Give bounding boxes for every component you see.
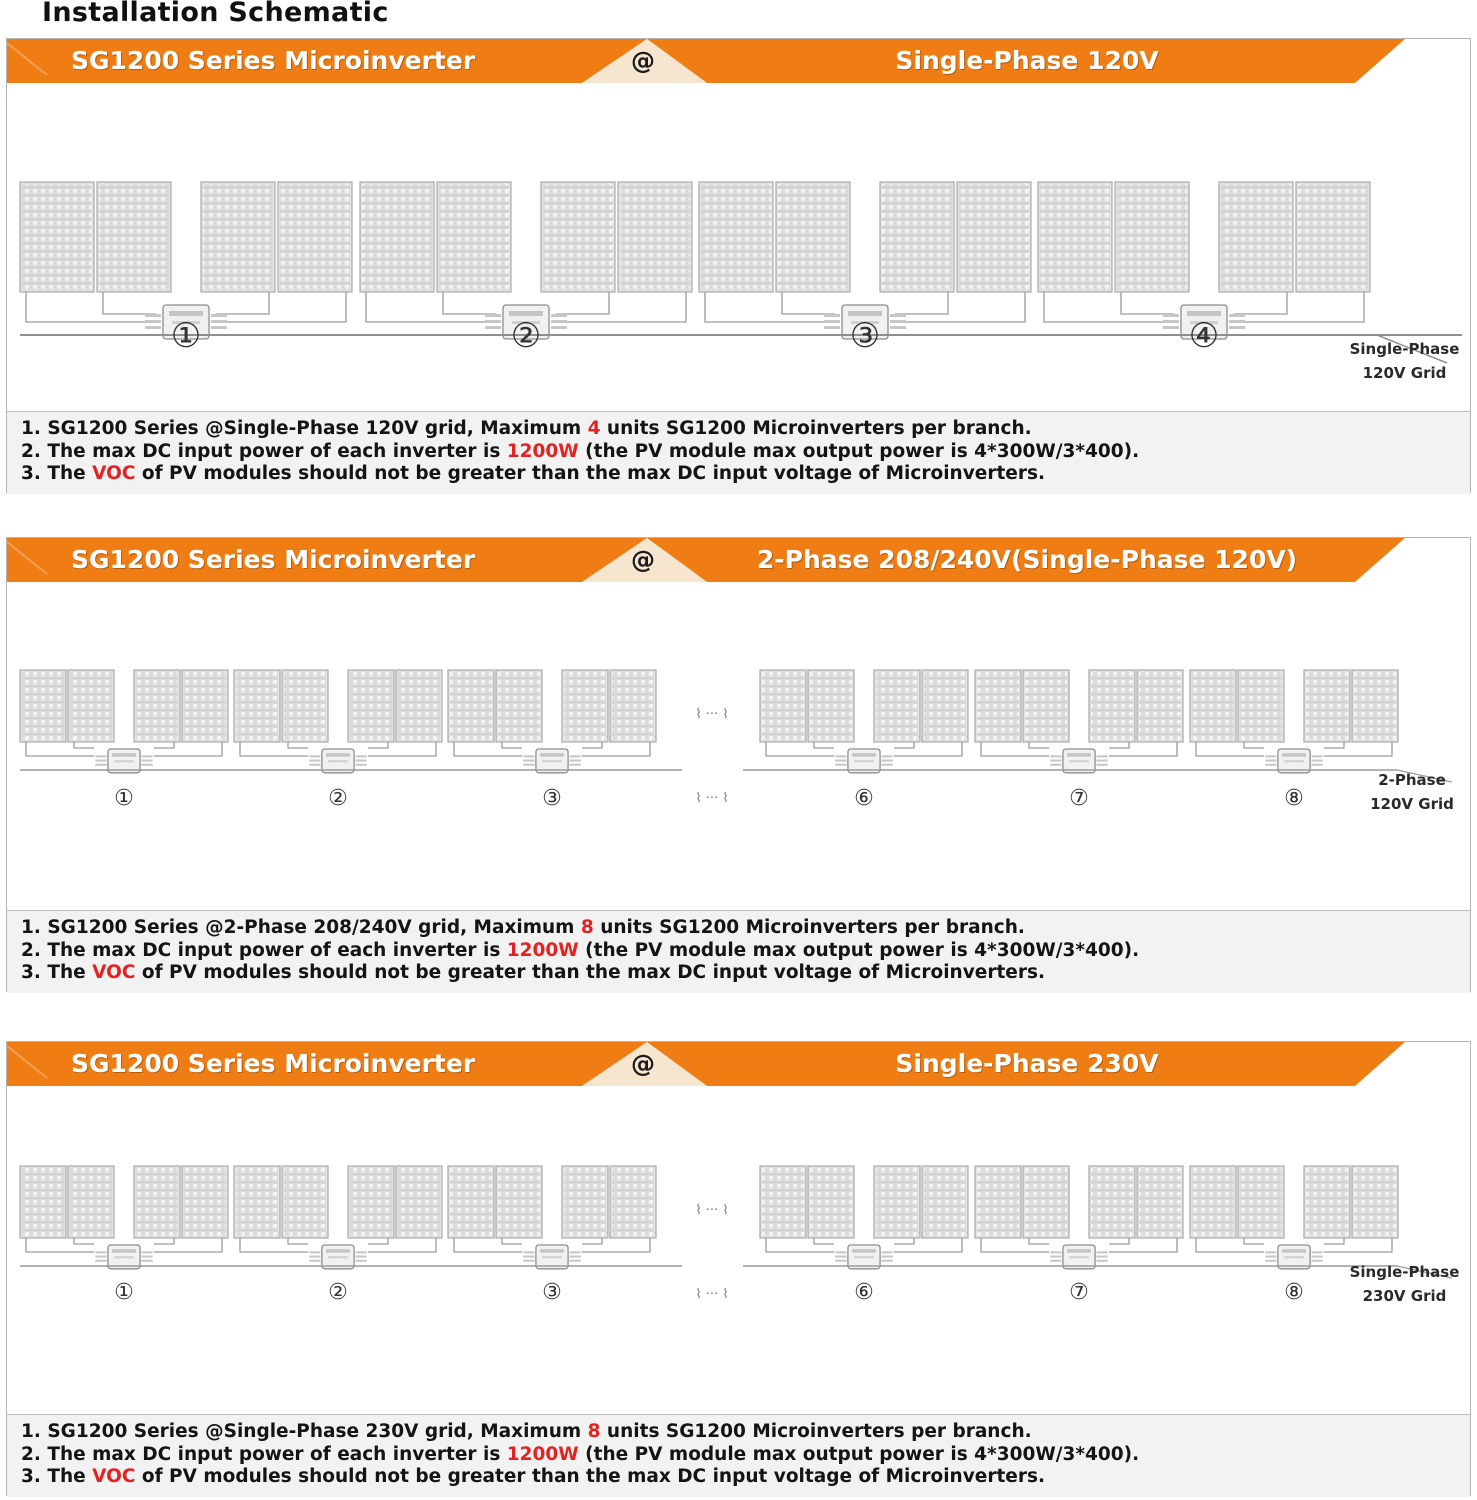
solar-panel (20, 1166, 66, 1238)
solar-panel (562, 670, 608, 742)
solar-panel (760, 670, 806, 742)
solar-panel (1089, 670, 1135, 742)
solar-panel (182, 670, 228, 742)
note-max-units: 1. SG1200 Series @Single-Phase 120V grid, Maximum 4 units SG1200 Microinverters per branch. (21, 418, 1032, 439)
solar-panel (396, 670, 442, 742)
installation-notes (7, 910, 1470, 993)
solar-panel (1023, 1166, 1069, 1238)
installation-notes (7, 1414, 1470, 1497)
solar-panel (360, 182, 434, 292)
solar-panel (1296, 182, 1370, 292)
solar-panel (1238, 1166, 1284, 1238)
solar-panel (975, 1166, 1021, 1238)
solar-panel (922, 670, 968, 742)
note-voc: 3. The VOC of PV modules should not be greater than the max DC input voltage of Microinverters. (21, 962, 1045, 983)
unit-number-label: ① (114, 786, 134, 811)
unit-number-label: ⑦ (1069, 786, 1089, 811)
microinverter-unit (975, 1166, 1183, 1269)
solar-panel (562, 1166, 608, 1238)
schematic-single-phase-230v (6, 1041, 1471, 1496)
solar-panel (610, 1166, 656, 1238)
solar-panel (1190, 670, 1236, 742)
unit-number-label: ⑥ (854, 786, 874, 811)
grid-connection-label: Single-Phase 230V Grid (1349, 1263, 1460, 1305)
continuation-marker: ⌇ ··· ⌇ (695, 791, 729, 806)
solar-panel (448, 670, 494, 742)
unit-number-label: ⑦ (1069, 1280, 1089, 1305)
microinverter-unit (234, 1166, 442, 1269)
solar-panel (348, 670, 394, 742)
continuation-marker: ⌇ ··· ⌇ (695, 1287, 729, 1302)
solar-panel (874, 1166, 920, 1238)
unit-number-label: ⑧ (1284, 786, 1304, 811)
solar-panel (610, 670, 656, 742)
solar-panel (20, 670, 66, 742)
unit-number-label: ① (114, 1280, 134, 1305)
solar-panel (448, 1166, 494, 1238)
solar-panel (618, 182, 692, 292)
solar-panel (1089, 1166, 1135, 1238)
banner-grid-type: Single-Phase 120V (895, 46, 1159, 75)
unit-number-label: ② (328, 1280, 348, 1305)
solar-panel (776, 182, 850, 292)
schematic-2-phase-208-240v (6, 537, 1471, 992)
solar-panel (134, 1166, 180, 1238)
solar-panel (760, 1166, 806, 1238)
microinverter-unit (234, 670, 442, 773)
wiring-diagram (7, 83, 1470, 413)
solar-panel (957, 182, 1031, 292)
microinverter-unit (1190, 1166, 1398, 1269)
unit-number-label: ④ (1188, 316, 1220, 356)
solar-panel (437, 182, 511, 292)
solar-panel (1023, 670, 1069, 742)
unit-number-label: ⑥ (854, 1280, 874, 1305)
solar-panel (1352, 1166, 1398, 1238)
microinverter-unit (975, 670, 1183, 773)
solar-panel (808, 1166, 854, 1238)
grid-connection-label: 2-Phase 120V Grid (1370, 771, 1454, 813)
solar-panel (1304, 670, 1350, 742)
wiring-diagram (7, 1086, 1470, 1416)
solar-panel (396, 1166, 442, 1238)
solar-panel (496, 670, 542, 742)
banner-at-sign: @ (631, 47, 655, 75)
continuation-marker: ⌇ ··· ⌇ (695, 1203, 729, 1218)
banner-grid-type: 2-Phase 208/240V(Single-Phase 120V) (756, 545, 1298, 574)
solar-panel (1190, 1166, 1236, 1238)
solar-panel (1352, 670, 1398, 742)
unit-number-label: ③ (542, 1280, 562, 1305)
microinverter-unit (1190, 670, 1398, 773)
solar-panel (699, 182, 773, 292)
solar-panel (134, 670, 180, 742)
installation-notes (7, 411, 1470, 494)
solar-panel (97, 182, 171, 292)
solar-panel (1304, 1166, 1350, 1238)
note-max-dc-power: 2. The max DC input power of each inverter is 1200W (the PV module max output power is 4*300W/3*400). (21, 440, 1140, 462)
banner-product-label: SG1200 Series Microinverter (71, 1049, 476, 1078)
solar-panel (68, 670, 114, 742)
section-banner (7, 39, 1470, 83)
unit-number-label: ③ (849, 316, 881, 356)
grid-connection-label: Single-Phase 120V Grid (1349, 340, 1460, 382)
solar-panel (808, 670, 854, 742)
note-max-dc-power: 2. The max DC input power of each inverter is 1200W (the PV module max output power is 4*300W/3*400). (21, 939, 1140, 961)
solar-panel (1038, 182, 1112, 292)
schematic-single-phase-120v (6, 38, 1471, 493)
microinverter-unit (20, 670, 228, 773)
solar-panel (234, 670, 280, 742)
solar-panel (1219, 182, 1293, 292)
banner-at-sign: @ (631, 1050, 655, 1078)
microinverter-unit (448, 670, 656, 773)
solar-panel (1238, 670, 1284, 742)
note-max-dc-power: 2. The max DC input power of each inverter is 1200W (the PV module max output power is 4*300W/3*400). (21, 1443, 1140, 1465)
solar-panel (68, 1166, 114, 1238)
section-banner (7, 1042, 1470, 1086)
solar-panel (1137, 1166, 1183, 1238)
wiring-diagram (7, 582, 1470, 912)
microinverter-unit (448, 1166, 656, 1269)
unit-number-label: ③ (542, 786, 562, 811)
solar-panel (541, 182, 615, 292)
banner-at-sign: @ (631, 546, 655, 574)
unit-number-label: ② (328, 786, 348, 811)
microinverter-unit (20, 1166, 228, 1269)
solar-panel (874, 670, 920, 742)
note-voc: 3. The VOC of PV modules should not be greater than the max DC input voltage of Microinverters. (21, 463, 1045, 484)
solar-panel (20, 182, 94, 292)
solar-panel (975, 670, 1021, 742)
continuation-marker: ⌇ ··· ⌇ (695, 707, 729, 722)
solar-panel (234, 1166, 280, 1238)
solar-panel (922, 1166, 968, 1238)
solar-panel (182, 1166, 228, 1238)
microinverter-unit (760, 1166, 968, 1269)
solar-panel (278, 182, 352, 292)
solar-panel (201, 182, 275, 292)
microinverter-unit (760, 670, 968, 773)
unit-number-label: ① (170, 316, 202, 356)
solar-panel (496, 1166, 542, 1238)
section-banner (7, 538, 1470, 582)
note-max-units: 1. SG1200 Series @2-Phase 208/240V grid, Maximum 8 units SG1200 Microinverters per branch. (21, 917, 1025, 938)
solar-panel (1115, 182, 1189, 292)
note-max-units: 1. SG1200 Series @Single-Phase 230V grid, Maximum 8 units SG1200 Microinverters per branch. (21, 1421, 1032, 1442)
unit-number-label: ② (510, 316, 542, 356)
unit-number-label: ⑧ (1284, 1280, 1304, 1305)
solar-panel (1137, 670, 1183, 742)
page-title: Installation Schematic (42, 0, 389, 28)
banner-product-label: SG1200 Series Microinverter (71, 46, 476, 75)
solar-panel (348, 1166, 394, 1238)
solar-panel (282, 670, 328, 742)
banner-grid-type: Single-Phase 230V (895, 1049, 1159, 1078)
note-voc: 3. The VOC of PV modules should not be greater than the max DC input voltage of Microinverters. (21, 1466, 1045, 1487)
solar-panel (880, 182, 954, 292)
banner-product-label: SG1200 Series Microinverter (71, 545, 476, 574)
solar-panel (282, 1166, 328, 1238)
